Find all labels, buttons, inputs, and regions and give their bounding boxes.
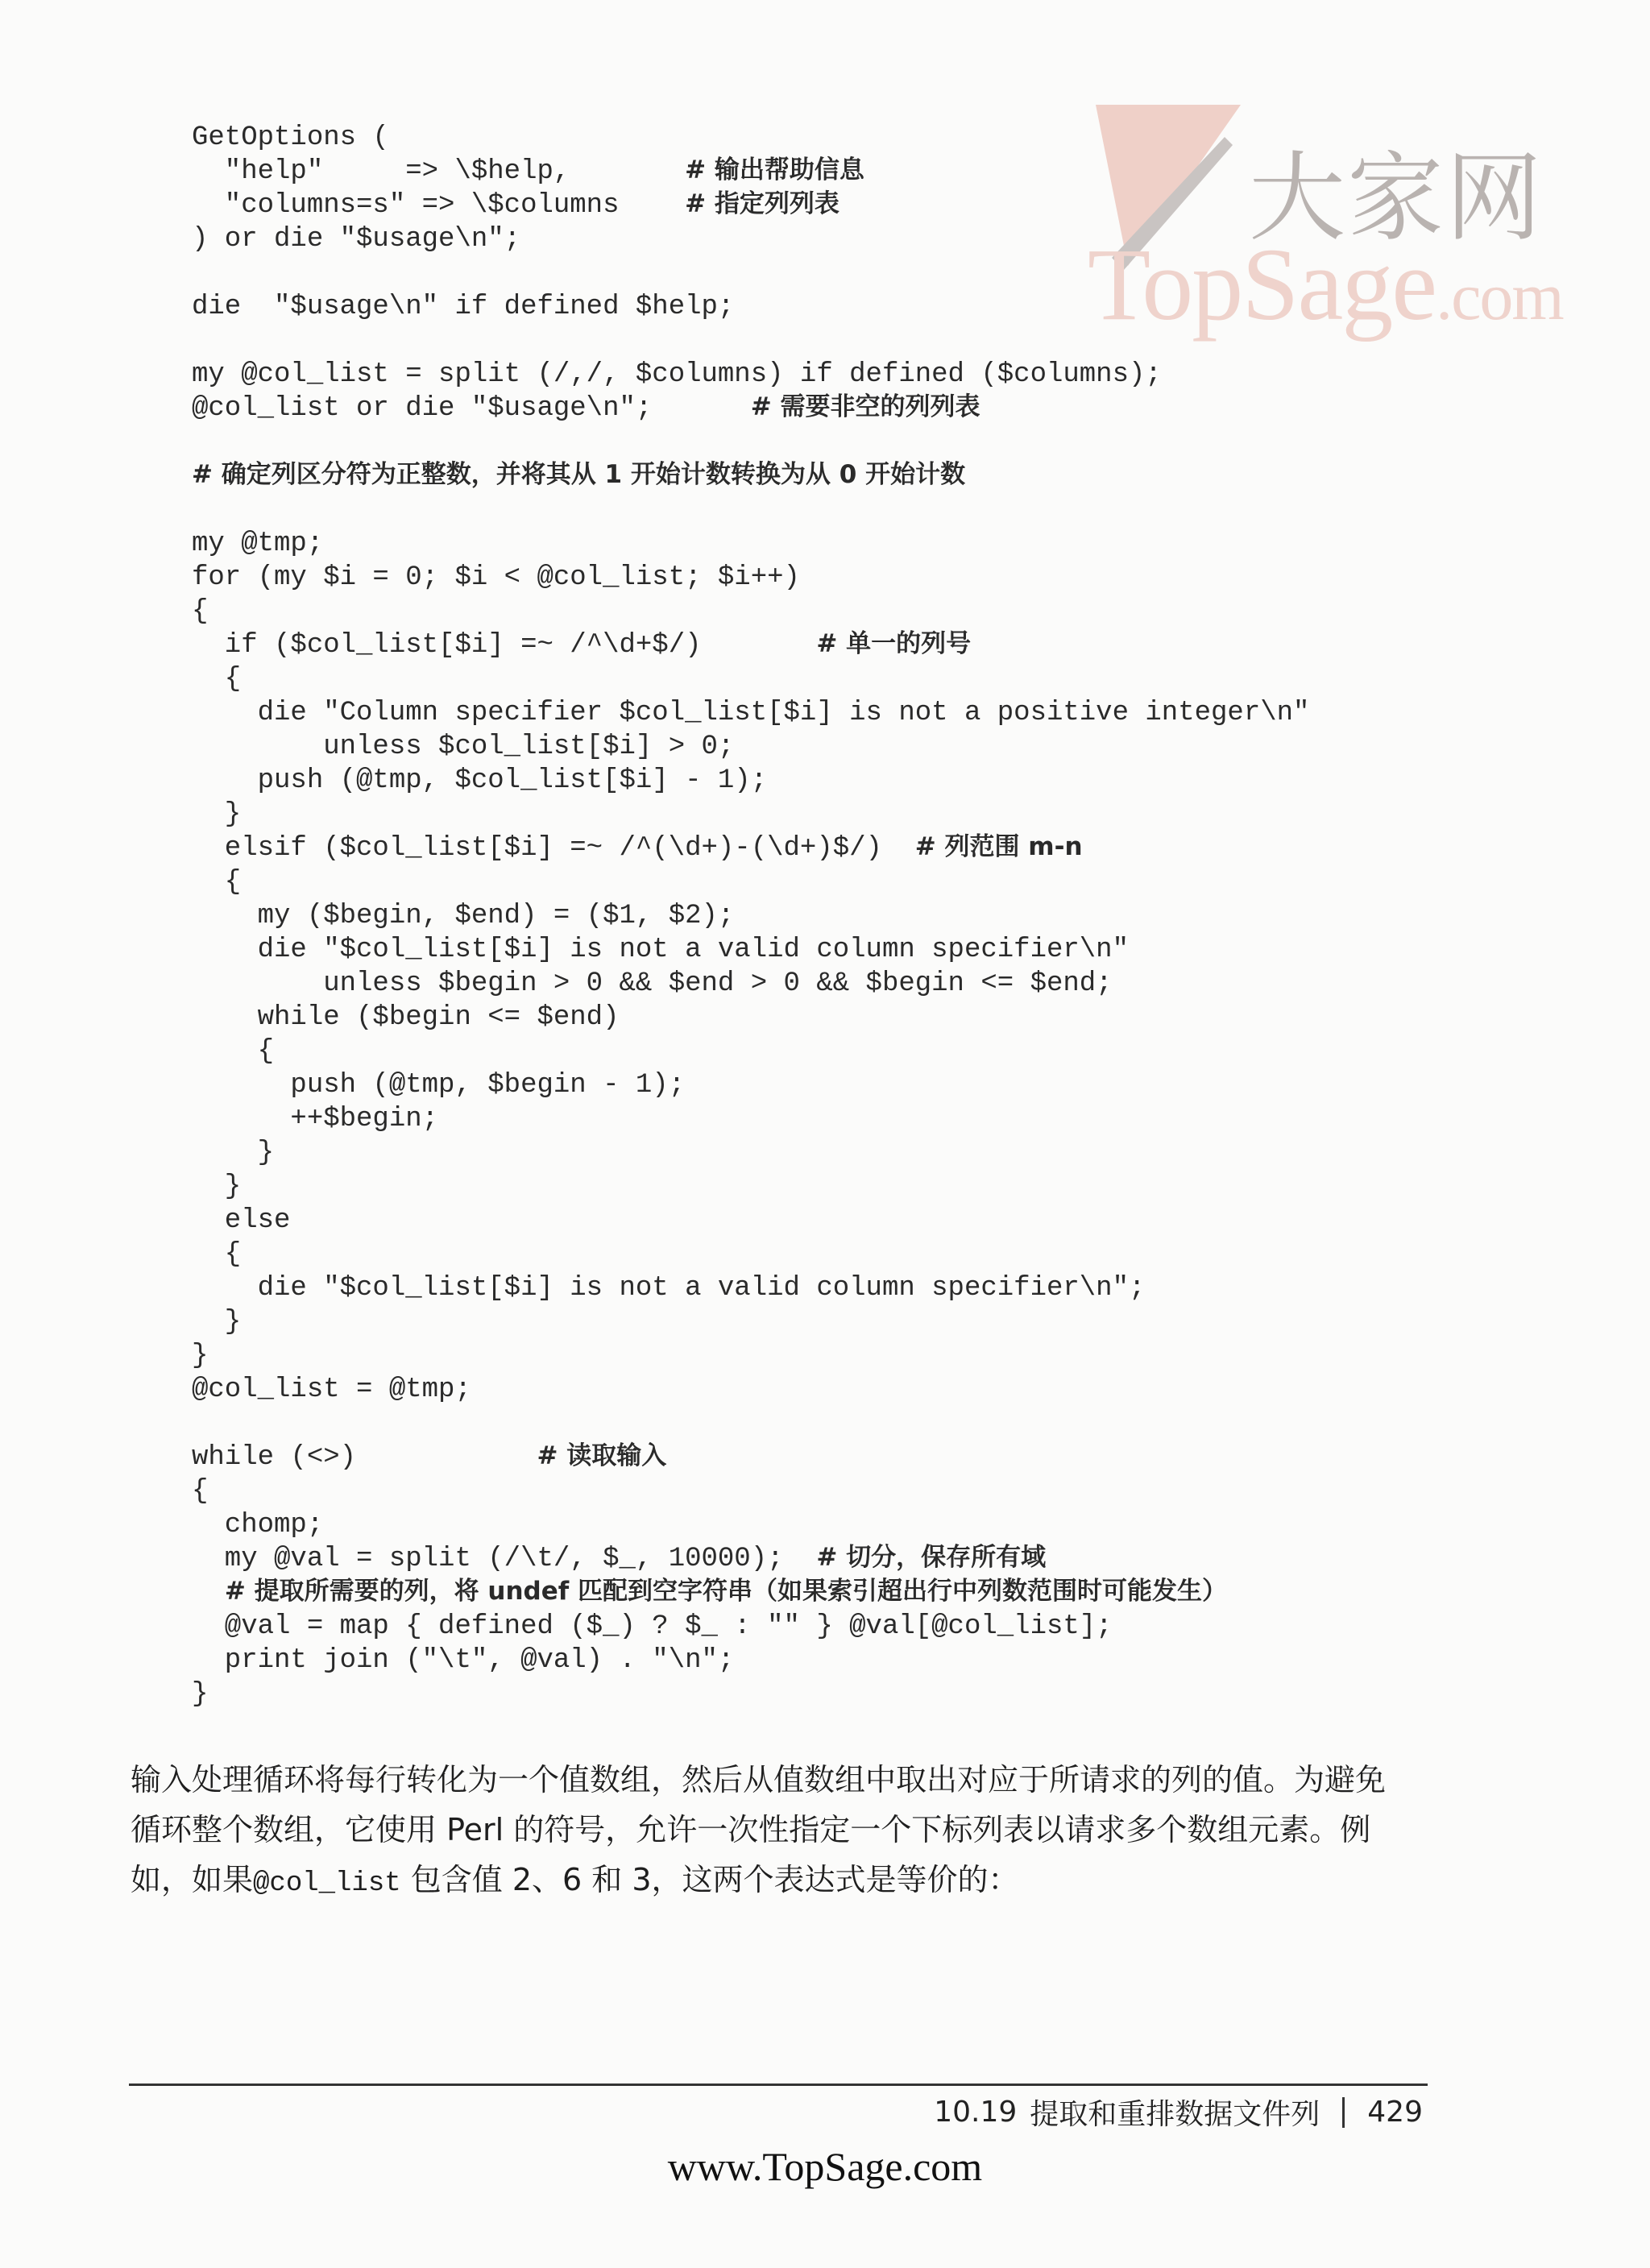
code-line (192, 864, 1309, 898)
code-text: @col_list = @tmp; (192, 1374, 471, 1405)
code-text: GetOptions ( (192, 122, 389, 153)
code-text: chomp; (192, 1510, 324, 1540)
code-line (192, 390, 1309, 424)
code-text: print join ("\t", @val) . "\n"; (192, 1645, 735, 1676)
code-text: my @col_list = split (/,/, $columns) if defined ($columns); (192, 359, 1162, 390)
code-line (192, 1168, 1309, 1202)
code-text: my @tmp; (192, 529, 324, 559)
code-text: { (192, 664, 242, 694)
body-paragraph (131, 1755, 1403, 1909)
code-comment: # 提取所需要的列，将 undef 匹配到空字符串（如果索引超出行中列数范围时可能发生） (224, 1577, 1228, 1606)
site-url: www.TopSage.com (667, 2144, 983, 2189)
code-text: { (192, 867, 242, 898)
code-line (192, 1405, 1309, 1439)
page-number: 429 (1367, 2096, 1423, 2129)
code-text: unless $col_list[$i] > 0; (192, 732, 735, 762)
code-text: if ($col_list[$i] =~ /^\d+$/) (192, 630, 817, 661)
code-line (192, 1642, 1309, 1676)
code-text: for (my $i = 0; $i < @col_list; $i++) (192, 562, 800, 593)
code-line (192, 1574, 1309, 1608)
code-line (192, 525, 1309, 559)
code-text: while ($begin <= $end) (192, 1002, 620, 1033)
code-line (192, 830, 1309, 864)
inline-code-col-list: @col_list (253, 1868, 401, 1899)
code-text: elsif ($col_list[$i] =~ /^(\d+)-(\d+)$/) (192, 833, 915, 864)
code-line (192, 762, 1309, 796)
code-comment: # 单一的列号 (816, 629, 972, 658)
code-line (192, 661, 1309, 694)
code-line (192, 1202, 1309, 1236)
code-line (192, 1540, 1309, 1574)
code-text: } (192, 1679, 209, 1710)
code-line (192, 1067, 1309, 1101)
code-line (192, 1439, 1309, 1473)
code-text: { (192, 1239, 242, 1270)
code-text: die "$col_list[$i] is not a valid column specifier\n" (192, 935, 1129, 965)
code-line (192, 153, 1309, 187)
code-line (192, 187, 1309, 221)
code-comment: # 切分，保存所有域 (816, 1543, 1047, 1572)
code-text: @val = map { defined ($_) ? $_ : "" } @val[@col_list]; (192, 1611, 1113, 1642)
code-text: } (192, 1307, 242, 1337)
code-text: else (192, 1205, 291, 1236)
code-line (192, 796, 1309, 830)
code-line (192, 458, 1309, 491)
code-text: die "$col_list[$i] is not a valid column specifier\n"; (192, 1273, 1146, 1304)
paragraph-text-start: 输入处理循环将每行转化为一个值数组，然后从值数组中取出对应于所请求的列的值。为避免循环整个数组，它使用 Perl 的符号，允许一次性指定一个下标列表以请求多个数组元素。例如，如果 (131, 1762, 1387, 1897)
code-line (192, 356, 1309, 390)
code-line (192, 221, 1309, 255)
code-line (192, 491, 1309, 525)
code-line (192, 694, 1309, 728)
code-line (192, 1337, 1309, 1371)
code-line (192, 1608, 1309, 1642)
code-line (192, 1304, 1309, 1337)
code-comment: # 列范围 m-n (914, 832, 1083, 861)
code-text: die "Column specifier $col_list[$i] is not a positive integer\n" (192, 698, 1310, 728)
code-text: } (192, 799, 242, 830)
code-line (192, 965, 1309, 999)
footer-section-title: 提取和重排数据文件列 (1030, 2098, 1320, 2131)
code-line (192, 288, 1309, 322)
code-line (192, 1371, 1309, 1405)
code-text: @col_list or die "$usage\n"; (192, 393, 751, 424)
code-text (192, 1578, 225, 1608)
code-comment: # 需要非空的列列表 (750, 392, 980, 421)
code-text: { (192, 1036, 275, 1067)
footer-separator (1342, 2097, 1345, 2128)
code-line (192, 424, 1309, 458)
code-line (192, 322, 1309, 356)
code-text: } (192, 1171, 242, 1202)
code-line (192, 1033, 1309, 1067)
code-comment: # 指定列列表 (685, 189, 840, 218)
code-text: push (@tmp, $col_list[$i] - 1); (192, 765, 768, 796)
code-line (192, 1507, 1309, 1540)
footer-section-number: 10.19 (934, 2096, 1018, 2129)
paragraph-text-end: 包含值 2、6 和 3，这两个表达式是等价的： (400, 1862, 1019, 1897)
code-line (192, 1134, 1309, 1168)
code-line (192, 999, 1309, 1033)
code-text: while (<>) (192, 1442, 537, 1473)
code-line (192, 1676, 1309, 1710)
footer-divider (129, 2083, 1428, 2086)
code-comment: # 读取输入 (537, 1441, 667, 1470)
page-footer (934, 2092, 1423, 2133)
code-line (192, 559, 1309, 593)
watermark-chinese-logo: 大家网 (1249, 143, 1544, 255)
code-line (192, 728, 1309, 762)
code-line (192, 627, 1309, 661)
code-text: my ($begin, $end) = ($1, $2); (192, 901, 735, 931)
code-line (192, 1236, 1309, 1270)
code-line (192, 1270, 1309, 1304)
code-text: unless $begin > 0 && $end > 0 && $begin <= $end; (192, 968, 1113, 999)
code-line (192, 1473, 1309, 1507)
code-comment: # 输出帮助信息 (685, 155, 864, 185)
code-line (192, 1101, 1309, 1134)
code-listing (192, 119, 1309, 1710)
code-line (192, 931, 1309, 965)
code-text: ) or die "$usage\n"; (192, 224, 521, 255)
code-line (192, 255, 1309, 288)
code-text: die "$usage\n" if defined $help; (192, 292, 735, 322)
code-text: } (192, 1341, 209, 1371)
code-text: my @val = split (/\t/, $_, 10000); (192, 1544, 817, 1574)
code-text: { (192, 596, 209, 627)
watermark-site-text: TopSage (1088, 227, 1436, 342)
code-line (192, 119, 1309, 153)
code-text: push (@tmp, $begin - 1); (192, 1070, 686, 1101)
code-comment: # 确定列区分符为正整数，并将其从 1 开始计数转换为从 0 开始计数 (192, 460, 966, 489)
code-text: "columns=s" => \$columns (192, 190, 686, 221)
code-text: ++$begin; (192, 1104, 439, 1134)
code-line (192, 898, 1309, 931)
code-text: { (192, 1476, 209, 1507)
code-line (192, 593, 1309, 627)
watermark-site-suffix: .com (1436, 259, 1563, 334)
code-text: "help" => \$help, (192, 156, 686, 187)
code-text: } (192, 1138, 275, 1168)
